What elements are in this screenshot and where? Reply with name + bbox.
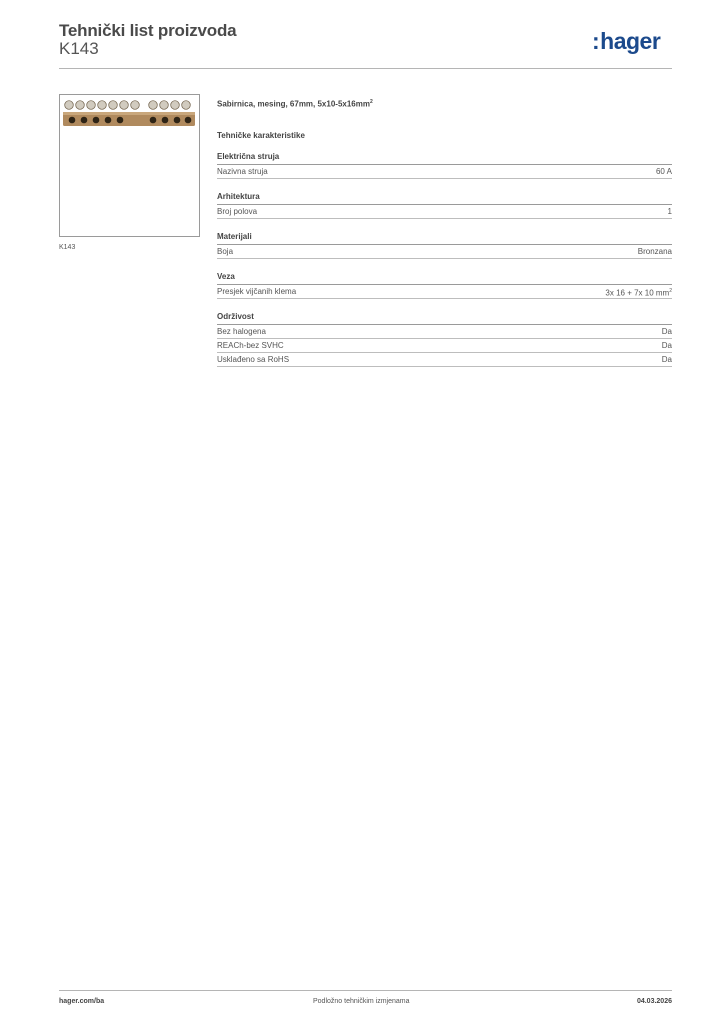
header-divider	[59, 68, 672, 69]
spec-value	[662, 353, 672, 366]
spec-value-text: 60 A	[655, 167, 672, 176]
spec-row	[217, 325, 672, 339]
spec-value	[656, 165, 672, 178]
footer-divider	[59, 990, 672, 991]
spec-label: REACh-bez SVHC	[217, 341, 284, 350]
spec-value-text: 1	[667, 207, 672, 216]
spec-row	[217, 285, 672, 299]
logo-colon-icon: :	[592, 28, 600, 54]
footer-disclaimer: Podložno tehničkim izmjenama	[313, 998, 410, 1005]
product-name-sup: 2	[369, 99, 373, 105]
spec-value	[605, 285, 672, 298]
section-materials: Materijali	[217, 231, 672, 245]
spec-label: Broj polova	[217, 207, 258, 216]
footer-date: 04.03.2026	[636, 998, 672, 1005]
spec-row	[217, 339, 672, 353]
hager-logo	[592, 28, 660, 55]
spec-value-sup: 2	[669, 288, 672, 294]
image-caption: K143	[59, 244, 76, 251]
busbar-highlight	[63, 112, 195, 115]
spec-value	[662, 325, 672, 338]
spec-value-text: Da	[661, 327, 672, 336]
product-name-text: Sabirnica, mesing, 67mm, 5x10-5x16mm	[217, 99, 370, 109]
spec-label: Bez halogena	[217, 327, 266, 336]
section-electric-current: Električna struja	[217, 151, 672, 165]
product-image	[59, 94, 200, 237]
spec-label: Usklađeno sa RoHS	[217, 355, 290, 364]
spec-value	[662, 339, 672, 352]
top-screws	[65, 101, 191, 110]
spec-row	[217, 205, 672, 219]
logo-text: hager	[600, 28, 661, 54]
spec-label: Presjek vijčanih klema	[217, 287, 297, 296]
spec-value	[638, 245, 672, 258]
spec-value-text: Bronzana	[637, 247, 672, 256]
spec-row	[217, 353, 672, 367]
section-connection: Veza	[217, 271, 672, 285]
spec-label: Nazivna struja	[217, 167, 268, 176]
document-title: Tehnički list proizvoda	[59, 21, 237, 40]
section-sustainability: Održivost	[217, 311, 672, 325]
spec-row	[217, 165, 672, 179]
product-reference: K143	[59, 39, 99, 58]
spec-value-text: 3x 16 + 7x 10 mm	[605, 288, 670, 298]
busbar-illustration	[60, 95, 199, 236]
spec-value	[668, 205, 672, 218]
technical-characteristics-heading: Tehničke karakteristike	[217, 131, 305, 140]
specification-panel	[217, 96, 672, 367]
spec-value-text: Da	[661, 341, 672, 350]
spec-row	[217, 245, 672, 259]
footer-website-link[interactable]: hager.com/ba	[59, 998, 105, 1005]
section-architecture: Arhitektura	[217, 191, 672, 205]
spec-value-text: Da	[661, 355, 672, 364]
product-name	[217, 96, 672, 108]
spec-label: Boja	[217, 247, 234, 256]
